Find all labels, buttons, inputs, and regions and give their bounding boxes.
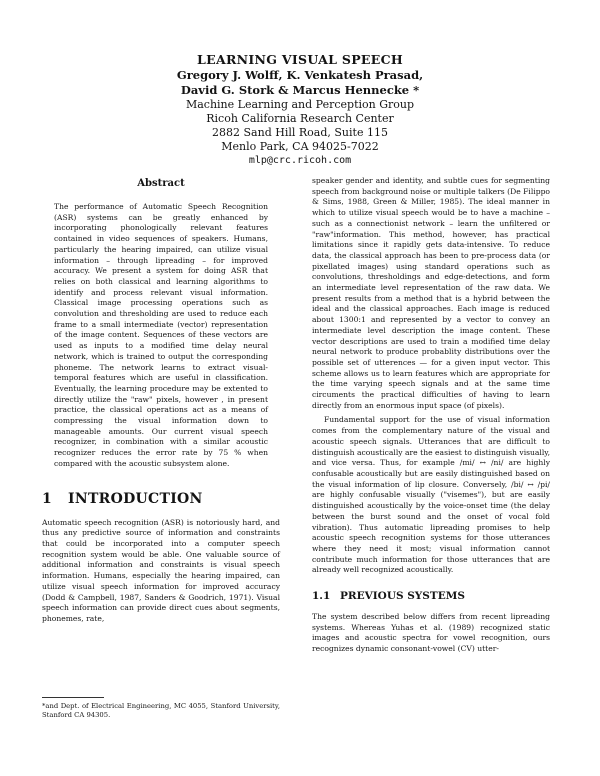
authors-line-1: Gregory J. Wolff, K. Venkatesh Prasad, [176,68,424,82]
section-title: INTRODUCTION [68,490,203,507]
contact-email: mlp@crc.ricoh.com [248,155,352,166]
abstract-text: The performance of Automatic Speech Recognition (ASR) systems can be greatly enhanced by incorporating phonologically relevant features contained in video sequences of speakers. Humans, particularly the hearing impaired, can utilize visual information – through lipreading – for improved accuracy. We present a system for doing ASR that relies on both classical and learning algorithms to identify and process relevant visual information. Classical image processing operations such as convolution and thresholding are used to reduce each frame to a small intermediate (vector) representation of the image content. Sequences of these vectors are used as inputs to a modified time delay neural network, which is trained to output the corresponding phoneme. The network learns to extract visual-temporal features which are useful in classification. Eventually, the learning procedure may be extented to directly utilize the "raw" pixels, however , in present practice, the classical operations act as a means of compressing the visual information down to manageable amounts. Our current visual speech recognizer, in combination with a similar acoustic recognizer reduces the error rate by 75 % when compared with the acoustic subsystem alone. [54,202,268,468]
left-column [42,176,280,625]
section-number: 1 [42,490,53,507]
authors-line-2: David G. Stork & Marcus Hennecke * [180,83,420,97]
subsection-number: 1.1 [312,590,331,603]
right-column [312,176,550,655]
right-paragraph-3: The system described below differs from recent lipreading systems. Whereas Yuhas et al. (1989) recognized static images and acoustic spectra for vowel recognition, ours recognizes dynamic consonant-vowel (CV) utter- [312,612,550,654]
affiliation-line-1: Machine Learning and Perception Group [185,98,415,111]
footnote: *and Dept. of Electrical Engineering, MC 4055, Stanford University, Stanford CA 94305. [42,702,280,719]
affiliation-line-2: Ricoh California Research Center [206,112,394,125]
section-heading-introduction [42,491,280,507]
right-paragraph-2: Fundamental support for the use of visual information comes from the complementary nature of the visual and acoustic speech signals. Utterances that are difficult to distinguish acoustically are the easiest to distinguish visually, and vice versa. Thus, for example /mi/ ↔ /ni/ are highly confusable acoustically but are easily distinguished based on the visual information of lip closure. Conversely, /bi/ ↔ /pi/ are highly confusable visually ("visemes"), but are easily distinguished acoustically by the voice-onset time (the delay between the burst sound and the onset of vocal fold vibration). Thus automatic lipreading promises to help acoustic speech recognition systems for those utterances where they need it most; visual information cannot contribute much information for those utterances that are already well recognized acoustically. [312,415,550,575]
subsection-title: PREVIOUS SYSTEMS [340,590,465,603]
paper-title: LEARNING VISUAL SPEECH [197,52,403,67]
abstract-heading: Abstract [137,178,185,189]
subsection-heading-previous-systems [312,590,550,603]
affiliation-line-4: Menlo Park, CA 94025-7022 [221,140,379,153]
paper-header [0,52,600,168]
intro-paragraph-1: Automatic speech recognition (ASR) is notoriously hard, and thus any predictive source of information and constraints that could be incorporated into a computer speech recognition system would be able. One valuable source of additional information and constraints is visual speech information. Humans, especially the hearing impaired, can utilize visual speech information for improved accuracy (Dodd & Campbell, 1987, Sanders & Goodrich, 1971). Visual speech information can provide direct cues about segments, phonemes, rate, [42,517,280,623]
affiliation-line-3: 2882 Sand Hill Road, Suite 115 [212,126,388,139]
right-paragraph-1: speaker gender and identity, and subtle cues for segmenting speech from background noise or multiple talkers (De Filippo & Sims, 1988, Green & Miller, 1985). The ideal manner in which to utilize visual speech would be to have a machine – such as a connectionist network – learn the unfiltered or "raw"information. This method, however, has practical limitations since it rapidly gets data-intensive. To reduce data, the classical approach has been to pre-process data (or pixellated images) using standard operations such as convolutions, thresholdings and edge-detections, and form an intermediate level representation of the raw data. We present results from a method that is a hybrid between the ideal and the classical approaches. Each image is reduced about 1300:1 and represented by a vector to convey an intermediate level description the image content. These vector descriptions are used to train a modified time delay neural network to produce probablity distributions over the possible set of utterences — for a given input vector. This scheme allows us to learn features which are appropriate for the time varying speech signals and at the same time circuments the practical difficulties of having to learn directly from an enormous input space (of pixels). [312,176,550,410]
footnote-divider [42,697,104,698]
